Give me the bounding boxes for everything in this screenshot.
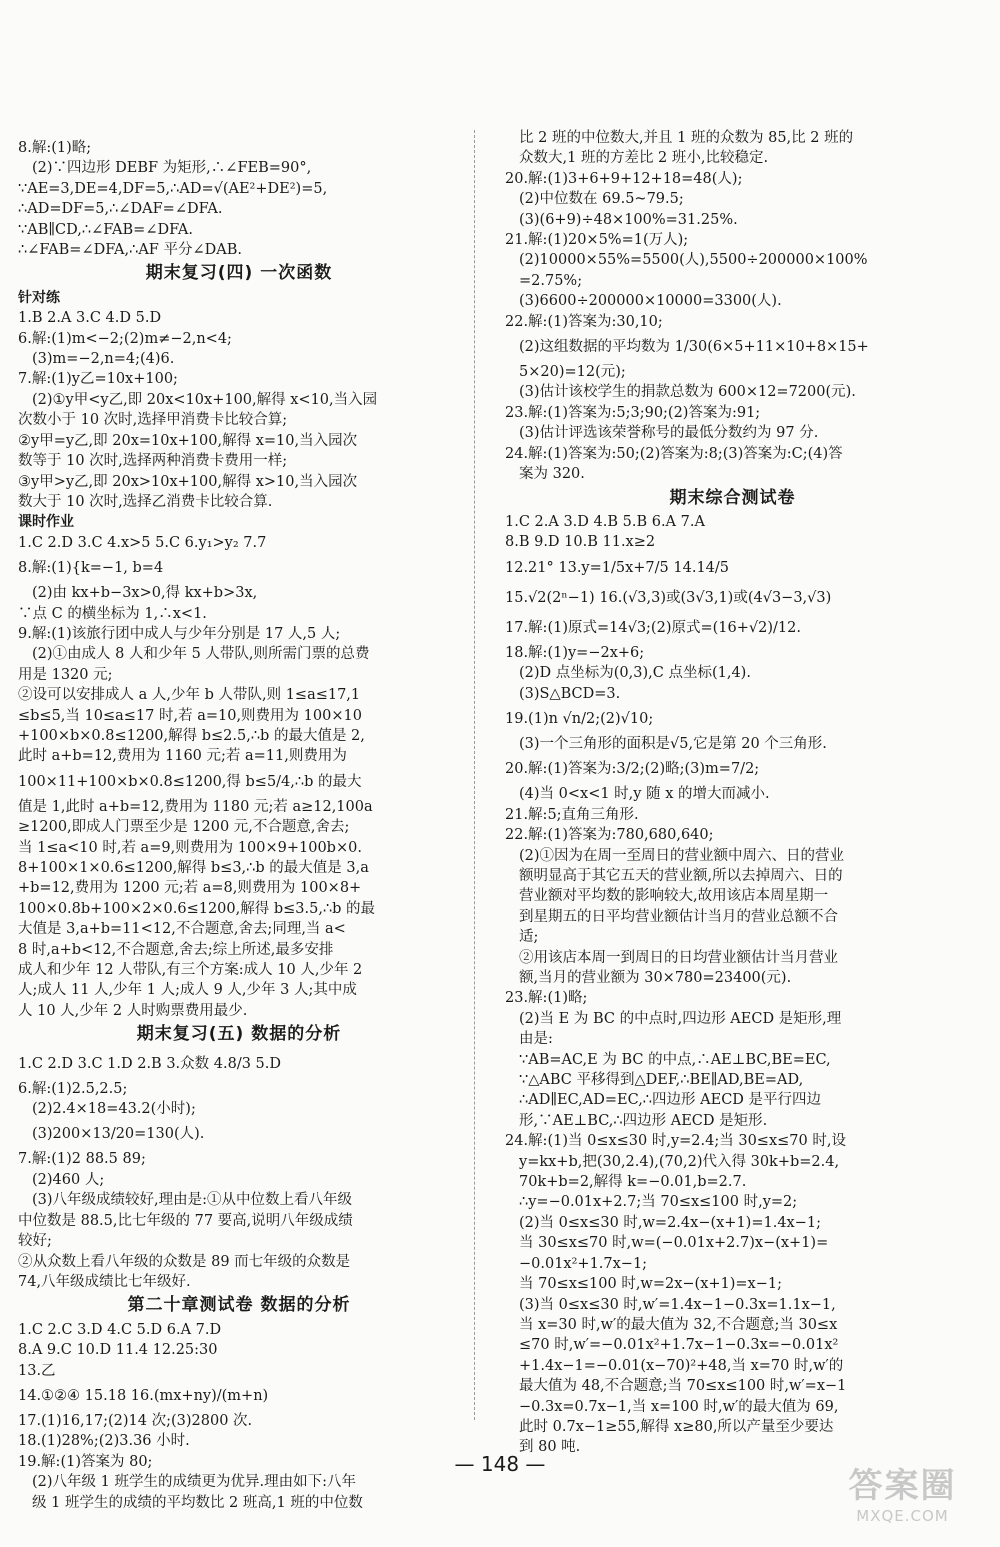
- text-line: (2)①由成人 8 人和少年 5 人带队,则所需门票的总费: [32, 646, 370, 663]
- text-line: 24.解:(1)答案为:50;(2)答案为:8;(3)答案为:C;(4)答: [505, 445, 843, 462]
- text-line: 22.解:(1)答案为:30,10;: [505, 313, 663, 330]
- text-line: 70k+b=2,解得 k=−0.01,b=2.7.: [519, 1174, 747, 1191]
- text-line: ②y甲=y乙,即 20x=10x+100,解得 x=10,当入园次: [18, 432, 358, 449]
- text-line: 当 1≤a<10 时,若 a=9,则费用为 100×9+100b×0.: [18, 839, 362, 856]
- text-line: 13.乙: [18, 1362, 56, 1379]
- text-line: (3)当 0≤x≤30 时,w′=1.4x−1−0.3x=1.1x−1,: [519, 1296, 836, 1313]
- text-line: −0.01x²+1.7x−1;: [519, 1255, 648, 1272]
- text-line: 20.解:(1)答案为:3/2;(2)略;(3)m=7/2;: [505, 761, 760, 778]
- text-line: 18.(1)28%;(2)3.36 小时.: [18, 1433, 190, 1450]
- text-line: 人;成人 11 人,少年 1 人;成人 9 人,少年 3 人;其中成: [18, 982, 357, 999]
- text-line: 形,∵AE⊥BC,∴四边形 AECD 是矩形.: [519, 1112, 768, 1129]
- text-line: 1.C 2.A 3.D 4.B 5.B 6.A 7.A: [505, 513, 705, 530]
- text-line: 7.解:(1)y乙=10x+100;: [18, 371, 178, 388]
- text-line: 100×0.8b+100×2×0.6≤1200,解得 b≤3.5,∴b 的最: [18, 900, 376, 917]
- text-line: (2)①y甲<y乙,即 20x<10x+100,解得 x<10,当入园: [32, 391, 378, 408]
- column-divider: [474, 130, 475, 1420]
- text-line: 5×20)=12(元);: [519, 364, 626, 381]
- text-line: 24.解:(1)当 0≤x≤30 时,y=2.4;当 30≤x≤70 时,设: [505, 1133, 846, 1150]
- text-line: (2)八年级 1 班学生的成绩更为优异.理由如下:八年: [32, 1474, 356, 1491]
- text-line: 18.解:(1)y=−2x+6;: [505, 644, 645, 661]
- text-line: 额,当月的营业额为 30×780=23400(元).: [519, 970, 792, 986]
- text-line: ≥1200,即成人门票至少是 1200 元,不合题意,舍去;: [18, 819, 350, 836]
- text-line: 14.①②④ 15.18 16.(mx+ny)/(m+n): [18, 1387, 269, 1404]
- text-line: 数大于 10 次时,选择乙消费卡比较合算.: [18, 493, 273, 510]
- text-line: 17.(1)16,17;(2)14 次;(3)2800 次.: [18, 1412, 253, 1429]
- text-line: 大值是 3,a+b=11<12,不合题意,舍去;同理,当 a<: [18, 921, 346, 938]
- text-line: 到星期五的日平均营业额估计当月的营业总额不合: [519, 908, 838, 925]
- right-column: [505, 128, 960, 1458]
- text-line: 1.C 2.C 3.D 4.C 5.D 6.A 7.D: [18, 1321, 222, 1338]
- text-line: 12.21° 13.y=1/5x+7/5 14.14/5: [505, 559, 729, 576]
- page-number: — 148 —: [454, 1452, 546, 1476]
- text-line: 9.解:(1)该旅行团中成人与少年分别是 17 人,5 人;: [18, 625, 341, 642]
- text-line: (3)一个三角形的面积是√5,它是第 20 个三角形.: [519, 735, 827, 752]
- text-line: 20.解:(1)3+6+9+12+18=48(人);: [505, 170, 743, 187]
- text-line: 6.解:(1)2.5,2.5;: [18, 1080, 128, 1097]
- text-line: (2)2.4×18=43.2(小时);: [32, 1101, 196, 1118]
- text-line: 23.解:(1)略;: [505, 990, 588, 1007]
- text-line: 17.解:(1)原式=14√3;(2)原式=(16+√2)/12.: [505, 619, 801, 636]
- text-line: (3)6600÷200000×10000=3300(人).: [519, 293, 782, 310]
- text-line: ②设可以安排成人 a 人,少年 b 人带队,则 1≤a≤17,1: [18, 687, 361, 704]
- text-line: 19.解:(1)答案为 80;: [18, 1453, 153, 1470]
- text-line: (3)(6+9)÷48×100%=31.25%.: [519, 211, 738, 228]
- text-line: 额明显高于其它五天的营业额,所以去掉周六、日的: [519, 867, 843, 884]
- text-line: 营业额对平均数的影响较大,故用该店本周星期一: [519, 888, 829, 905]
- text-line: 1.C 2.D 3.C 4.x>5 5.C 6.y₁>y₂ 7.7: [18, 534, 267, 551]
- text-line: 当 70≤x≤100 时,w=2x−(x+1)=x−1;: [519, 1276, 782, 1293]
- text-line: ≤b≤5,当 10≤a≤17 时,若 a=10,则费用为 100×10: [18, 707, 362, 724]
- text-line: +b=12,费用为 1200 元;若 a=8,则费用为 100×8+: [18, 880, 362, 897]
- text-line: 1.B 2.A 3.C 4.D 5.D: [18, 310, 162, 327]
- text-line: (2)当 0≤x≤30 时,w=2.4x−(x+1)=1.4x−1;: [519, 1214, 821, 1231]
- left-column: [18, 138, 460, 1513]
- text-line: ∵点 C 的横坐标为 1,∴x<1.: [18, 605, 207, 622]
- text-line: (2)由 kx+b−3x>0,得 kx+b>3x,: [32, 585, 258, 602]
- text-line: (2)10000×55%=5500(人),5500÷200000×100%: [519, 252, 868, 269]
- subsection-label: 课时作业: [18, 514, 74, 531]
- text-line: 用是 1320 元;: [18, 666, 113, 683]
- text-line: ∵AE=3,DE=4,DF=5,∴AD=√(AE²+DE²)=5,: [18, 180, 328, 197]
- text-line: (3)S△BCD=3.: [519, 685, 621, 702]
- text-line: 此时 0.7x−1≥55,解得 x≥80,所以产量至少要达: [519, 1418, 834, 1435]
- text-line: 19.(1)n √n/2;(2)√10;: [505, 710, 654, 727]
- text-line: (2)当 E 为 BC 的中点时,四边形 AECD 是矩形,理: [519, 1010, 842, 1027]
- text-line: 成人和少年 12 人带队,有三个方案:成人 10 人,少年 2: [18, 962, 363, 979]
- text-line: ②用该店本周一到周日的日均营业额估计当月营业: [519, 949, 838, 966]
- text-line: (4)当 0<x<1 时,y 随 x 的增大而减小.: [519, 786, 770, 803]
- section-heading: 第二十章测试卷 数据的分析: [127, 1295, 351, 1316]
- text-line: 1.C 2.D 3.C 1.D 2.B 3.众数 4.8/3 5.D: [18, 1055, 281, 1072]
- text-line: 8.B 9.D 10.B 11.x≥2: [505, 534, 656, 551]
- text-line: 8.解:(1)略;: [18, 140, 92, 156]
- text-line: 比 2 班的中位数大,并且 1 班的众数为 85,比 2 班的: [519, 130, 854, 146]
- text-line: ∴AD=DF=5,∴∠DAF=∠DFA.: [18, 201, 223, 218]
- text-line: 8.A 9.C 10.D 11.4 12.25:30: [18, 1342, 218, 1359]
- text-line: ∵AB∥CD,∴∠FAB=∠DFA.: [18, 221, 193, 238]
- text-line: 案为 320.: [519, 466, 585, 483]
- text-line: (3)200×13/20=130(人).: [32, 1126, 205, 1143]
- text-line: ∴∠FAB=∠DFA,∴AF 平分∠DAB.: [18, 242, 242, 259]
- text-line: 8 时,a+b<12,不合题意,舍去;综上所述,最多安排: [18, 941, 334, 958]
- text-line: 当 x=30 时,w′的最大值为 32,不合题意;当 30≤x: [519, 1316, 838, 1333]
- text-line: 当 30≤x≤70 时,w=(−0.01x+2.7)x−(x+1)=: [519, 1235, 829, 1252]
- text-line: 众数大,1 班的方差比 2 班小,比较稳定.: [519, 150, 769, 167]
- text-line: ∴y=−0.01x+2.7;当 70≤x≤100 时,y=2;: [519, 1194, 798, 1211]
- watermark-bottom: MXQE.COM: [856, 1507, 949, 1525]
- text-line: (2)D 点坐标为(0,3),C 点坐标(1,4).: [519, 665, 751, 682]
- text-line: +100×b×0.8≤1200,解得 b≤2.5,∴b 的最大值是 2,: [18, 727, 365, 744]
- text-line: 22.解:(1)答案为:780,680,640;: [505, 827, 714, 844]
- text-line: ②从众数上看八年级的众数是 89 而七年级的众数是: [18, 1253, 351, 1270]
- watermark-top: 答案圈: [848, 1466, 957, 1506]
- text-line: =2.75%;: [519, 272, 583, 289]
- text-line: ∴AD∥EC,AD=EC,∴四边形 AECD 是平行四边: [519, 1092, 822, 1109]
- text-line: (2)①因为在周一至周日的营业额中周六、日的营业: [519, 847, 845, 864]
- text-line: 74,八年级成绩比七年级好.: [18, 1273, 191, 1290]
- watermark-logo: [820, 1466, 985, 1536]
- text-line: 次数小于 10 次时,选择甲消费卡比较合算;: [18, 412, 288, 429]
- text-line: 21.解:5;直角三角形.: [505, 806, 639, 823]
- text-line: +1.4x−1=−0.01(x−70)²+48,当 x=70 时,w′的: [519, 1357, 844, 1374]
- text-line: 值是 1,此时 a+b=12,费用为 1180 元;若 a≥12,100a: [18, 798, 373, 815]
- text-line: (3)估计该校学生的捐款总数为 600×12=7200(元).: [519, 384, 856, 401]
- text-line: (2)中位数在 69.5~79.5;: [519, 191, 684, 208]
- text-line: ∵△ABC 平移得到△DEF,∴BE∥AD,BE=AD,: [519, 1072, 804, 1089]
- text-line: 到 80 吨.: [519, 1439, 581, 1456]
- text-line: 由是:: [519, 1031, 553, 1048]
- text-line: 8.解:(1){k=−1, b=4: [18, 560, 164, 577]
- text-line: ≤70 时,w′=−0.01x²+1.7x−1−0.3x=−0.01x²: [519, 1337, 839, 1354]
- text-line: 100×11+100×b×0.8≤1200,得 b≤5/4,∴b 的最大: [18, 773, 362, 790]
- text-line: 23.解:(1)答案为:5;3;90;(2)答案为:91;: [505, 404, 761, 421]
- text-line: 此时 a+b=12,费用为 1160 元;若 a=11,则费用为: [18, 748, 347, 765]
- text-line: (2)460 人;: [32, 1171, 105, 1188]
- text-line: ③y甲>y乙,即 20x>10x+100,解得 x>10,当入园次: [18, 473, 358, 490]
- section-heading: 期末复习(五) 数据的分析: [136, 1024, 342, 1045]
- text-line: 中位数是 88.5,比七年级的 77 要高,说明八年级成绩: [18, 1212, 353, 1229]
- subsection-label: 针对练: [18, 289, 60, 306]
- text-line: (2)这组数据的平均数为 1/30(6×5+11×10+8×15+: [519, 339, 869, 356]
- text-line: ∵AB=AC,E 为 BC 的中点,∴AE⊥BC,BE=EC,: [519, 1051, 831, 1068]
- text-line: 数等于 10 次时,选择两种消费卡费用一样;: [18, 453, 288, 470]
- text-line: (3)估计评选该荣誉称号的最低分数约为 97 分.: [519, 425, 819, 442]
- text-line: 人 10 人,少年 2 人时购票费用最少.: [18, 1002, 248, 1019]
- text-line: 6.解:(1)m<−2;(2)m≠−2,n<4;: [18, 330, 232, 347]
- text-line: −0.3x=0.7x−1,当 x=100 时,w′的最大值为 69,: [519, 1398, 839, 1415]
- text-line: (3)m=−2,n=4;(4)6.: [32, 351, 175, 368]
- text-line: 7.解:(1)2 88.5 89;: [18, 1151, 146, 1168]
- text-line: (2)∵四边形 DEBF 为矩形,∴∠FEB=90°,: [32, 160, 312, 177]
- section-heading: 期末复习(四) 一次函数: [145, 263, 333, 284]
- text-line: 8+100×1×0.6≤1200,解得 b≤3,∴b 的最大值是 3,a: [18, 860, 369, 876]
- text-line: 21.解:(1)20×5%=1(万人);: [505, 232, 689, 249]
- text-line: 级 1 班学生的成绩的平均数比 2 班高,1 班的中位数: [32, 1494, 363, 1511]
- section-heading: 期末综合测试卷: [669, 487, 796, 508]
- text-line: 最大值为 48,不合题意;当 70≤x≤100 时,w′=x−1: [519, 1378, 847, 1395]
- text-line: 适;: [519, 929, 539, 946]
- text-line: 15.√2(2ⁿ−1) 16.(√3,3)或(3√3,1)或(4√3−3,√3): [505, 589, 832, 606]
- text-line: 较好;: [18, 1233, 52, 1250]
- text-line: (3)八年级成绩较好,理由是:①从中位数上看八年级: [32, 1192, 353, 1209]
- text-line: y=kx+b,把(30,2.4),(70,2)代入得 30k+b=2.4,: [519, 1153, 840, 1170]
